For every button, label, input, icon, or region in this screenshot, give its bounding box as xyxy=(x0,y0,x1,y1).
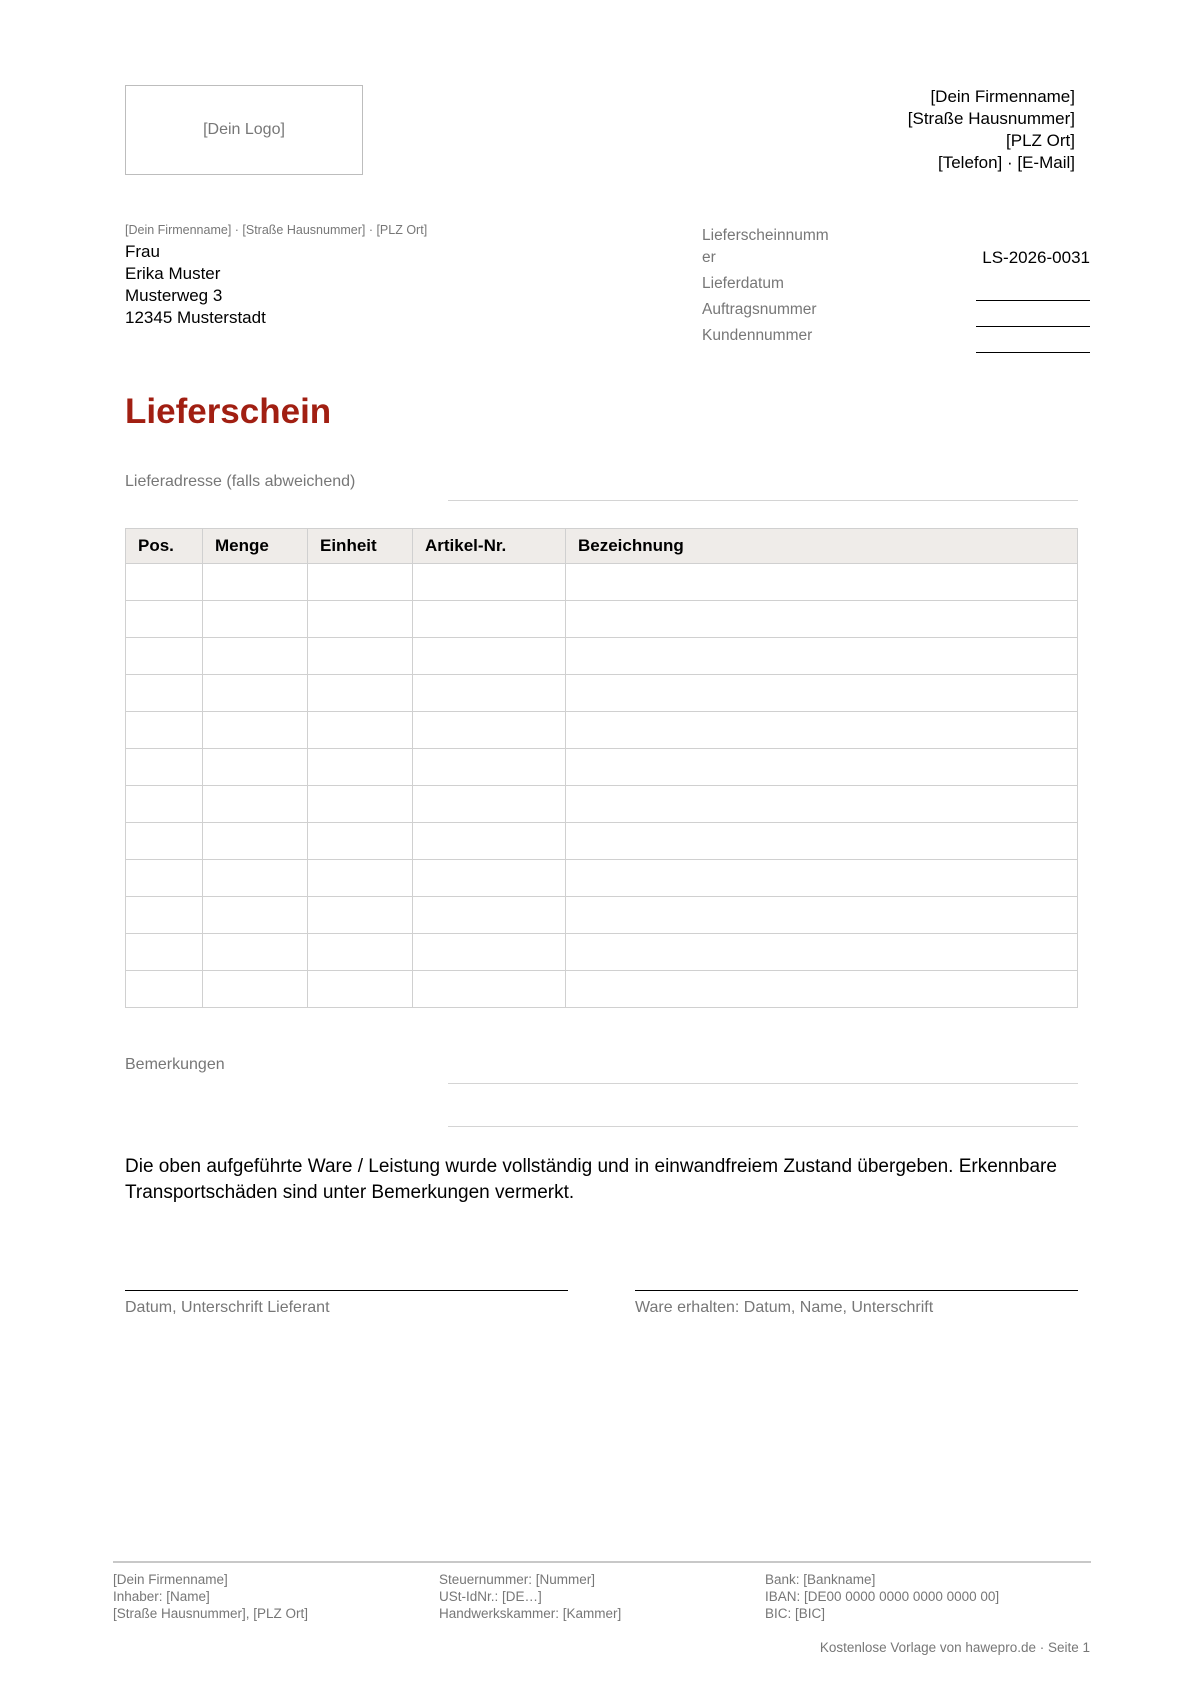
table-row xyxy=(126,786,1078,823)
recipient-address xyxy=(125,241,266,329)
recipient-salutation: Frau xyxy=(125,242,160,261)
logo-placeholder-text: [Dein Logo] xyxy=(203,121,285,138)
cell-menge[interactable] xyxy=(203,786,308,823)
delivery-no-value: LS-2026-0031 xyxy=(982,248,1090,267)
cell-pos[interactable] xyxy=(126,601,203,638)
footer-company-info xyxy=(113,1571,308,1622)
cell-bezeichnung[interactable] xyxy=(566,675,1078,712)
footer-tax-number: Steuernummer: [Nummer] xyxy=(439,1572,596,1587)
cell-menge[interactable] xyxy=(203,934,308,971)
order-no-label: Auftragsnummer xyxy=(702,301,817,318)
cell-bezeichnung[interactable] xyxy=(566,749,1078,786)
remarks-field-line-2[interactable] xyxy=(448,1126,1078,1127)
table-row xyxy=(126,934,1078,971)
recipient-signature-line[interactable] xyxy=(635,1290,1078,1291)
sender-contact: [Telefon] · [E-Mail] xyxy=(938,153,1075,172)
sender-city: [PLZ Ort] xyxy=(1006,131,1075,150)
footer-vat-id: USt-IdNr.: [DE…] xyxy=(439,1589,542,1604)
footer-template-note: Kostenlose Vorlage von hawepro.de · Seite 1 xyxy=(819,1640,1090,1655)
cell-menge[interactable] xyxy=(203,638,308,675)
customer-no-label: Kundennummer xyxy=(702,327,813,344)
meta-row-order-no xyxy=(702,299,1090,325)
table-row xyxy=(126,971,1078,1008)
recipient-city: 12345 Musterstadt xyxy=(125,308,266,327)
remarks-label: Bemerkungen xyxy=(125,1056,225,1073)
cell-pos[interactable] xyxy=(126,860,203,897)
recipient-street: Musterweg 3 xyxy=(125,286,223,305)
cell-artikel-nr[interactable] xyxy=(413,638,566,675)
footer-bic: BIC: [BIC] xyxy=(765,1606,826,1621)
cell-einheit[interactable] xyxy=(308,638,413,675)
cell-bezeichnung[interactable] xyxy=(566,712,1078,749)
table-row xyxy=(126,860,1078,897)
footer-address: [Straße Hausnummer], [PLZ Ort] xyxy=(113,1606,309,1621)
cell-menge[interactable] xyxy=(203,564,308,601)
column-header-bezeichnung: Bezeichnung xyxy=(566,529,1078,564)
delivery-address-label: Lieferadresse (falls abweichend) xyxy=(125,473,356,490)
cell-einheit[interactable] xyxy=(308,786,413,823)
footer-divider xyxy=(113,1561,1091,1563)
cell-pos[interactable] xyxy=(126,749,203,786)
cell-bezeichnung[interactable] xyxy=(566,823,1078,860)
cell-einheit[interactable] xyxy=(308,860,413,897)
cell-bezeichnung[interactable] xyxy=(566,934,1078,971)
footer-owner: Inhaber: [Name] xyxy=(113,1589,210,1604)
cell-einheit[interactable] xyxy=(308,897,413,934)
table-row xyxy=(126,638,1078,675)
sender-company: [Dein Firmenname] xyxy=(930,87,1075,106)
cell-einheit[interactable] xyxy=(308,712,413,749)
cell-bezeichnung[interactable] xyxy=(566,601,1078,638)
column-header-pos: Pos. xyxy=(126,529,203,564)
footer-bank-name: Bank: [Bankname] xyxy=(765,1572,876,1587)
cell-menge[interactable] xyxy=(203,601,308,638)
table-row xyxy=(126,897,1078,934)
return-address-line: [Dein Firmenname] · [Straße Hausnummer] · [PLZ Ort] xyxy=(125,223,428,237)
cell-einheit[interactable] xyxy=(308,823,413,860)
delivery-date-label: Lieferdatum xyxy=(702,275,784,292)
cell-artikel-nr[interactable] xyxy=(413,934,566,971)
column-header-einheit: Einheit xyxy=(308,529,413,564)
items-table-body xyxy=(126,564,1078,1008)
supplier-signature-label: Datum, Unterschrift Lieferant xyxy=(125,1299,330,1316)
cell-menge[interactable] xyxy=(203,971,308,1008)
cell-pos[interactable] xyxy=(126,712,203,749)
handover-statement: Die oben aufgeführte Ware / Leistung wurde vollständig und in einwandfreiem Zustand übergeben. Erkennbare Transportschäden sind unter Bemerkungen vermerkt. xyxy=(125,1156,1057,1203)
cell-bezeichnung[interactable] xyxy=(566,564,1078,601)
cell-menge[interactable] xyxy=(203,897,308,934)
cell-pos[interactable] xyxy=(126,675,203,712)
cell-artikel-nr[interactable] xyxy=(413,897,566,934)
logo-placeholder xyxy=(125,85,363,175)
cell-einheit[interactable] xyxy=(308,675,413,712)
meta-row-customer-no xyxy=(702,325,1090,351)
cell-artikel-nr[interactable] xyxy=(413,860,566,897)
table-row xyxy=(126,564,1078,601)
cell-menge[interactable] xyxy=(203,675,308,712)
cell-artikel-nr[interactable] xyxy=(413,601,566,638)
cell-einheit[interactable] xyxy=(308,564,413,601)
cell-pos[interactable] xyxy=(126,971,203,1008)
meta-row-delivery-no xyxy=(702,225,1090,269)
cell-pos[interactable] xyxy=(126,897,203,934)
table-header-row xyxy=(126,529,1078,564)
customer-no-field[interactable] xyxy=(976,352,1090,353)
table-row xyxy=(126,712,1078,749)
column-header-artikel-nr: Artikel-Nr. xyxy=(413,529,566,564)
document-title: Lieferschein xyxy=(125,392,332,431)
cell-artikel-nr[interactable] xyxy=(413,564,566,601)
remarks-field-line-1[interactable] xyxy=(448,1083,1078,1084)
delivery-no-label: Lieferscheinnummer xyxy=(702,227,829,266)
cell-bezeichnung[interactable] xyxy=(566,786,1078,823)
cell-bezeichnung[interactable] xyxy=(566,897,1078,934)
cell-menge[interactable] xyxy=(203,860,308,897)
cell-bezeichnung[interactable] xyxy=(566,860,1078,897)
cell-menge[interactable] xyxy=(203,749,308,786)
table-row xyxy=(126,749,1078,786)
sender-block xyxy=(908,86,1075,174)
cell-pos[interactable] xyxy=(126,786,203,823)
cell-pos[interactable] xyxy=(126,934,203,971)
sender-street: [Straße Hausnummer] xyxy=(907,109,1075,128)
cell-menge[interactable] xyxy=(203,712,308,749)
cell-artikel-nr[interactable] xyxy=(413,971,566,1008)
cell-artikel-nr[interactable] xyxy=(413,823,566,860)
cell-menge[interactable] xyxy=(203,823,308,860)
cell-einheit[interactable] xyxy=(308,601,413,638)
cell-pos[interactable] xyxy=(126,564,203,601)
cell-einheit[interactable] xyxy=(308,749,413,786)
cell-einheit[interactable] xyxy=(308,934,413,971)
footer-chamber: Handwerkskammer: [Kammer] xyxy=(439,1606,622,1621)
footer-iban: IBAN: [DE00 0000 0000 0000 0000 00] xyxy=(765,1589,1000,1604)
cell-bezeichnung[interactable] xyxy=(566,971,1078,1008)
meta-row-delivery-date xyxy=(702,273,1090,299)
cell-artikel-nr[interactable] xyxy=(413,712,566,749)
cell-artikel-nr[interactable] xyxy=(413,675,566,712)
footer-company-name: [Dein Firmenname] xyxy=(113,1572,228,1587)
items-table xyxy=(125,528,1078,1008)
cell-pos[interactable] xyxy=(126,823,203,860)
recipient-signature-label: Ware erhalten: Datum, Name, Unterschrift xyxy=(635,1299,934,1316)
supplier-signature-line[interactable] xyxy=(125,1290,568,1291)
cell-artikel-nr[interactable] xyxy=(413,749,566,786)
footer-bank-info xyxy=(765,1571,999,1622)
cell-bezeichnung[interactable] xyxy=(566,638,1078,675)
document-meta xyxy=(702,225,1090,351)
table-row xyxy=(126,823,1078,860)
cell-einheit[interactable] xyxy=(308,971,413,1008)
cell-artikel-nr[interactable] xyxy=(413,786,566,823)
table-row xyxy=(126,601,1078,638)
footer-tax-info xyxy=(439,1571,621,1622)
cell-pos[interactable] xyxy=(126,638,203,675)
recipient-name: Erika Muster xyxy=(125,264,221,283)
column-header-menge: Menge xyxy=(203,529,308,564)
table-row xyxy=(126,675,1078,712)
delivery-address-field[interactable] xyxy=(448,500,1078,501)
